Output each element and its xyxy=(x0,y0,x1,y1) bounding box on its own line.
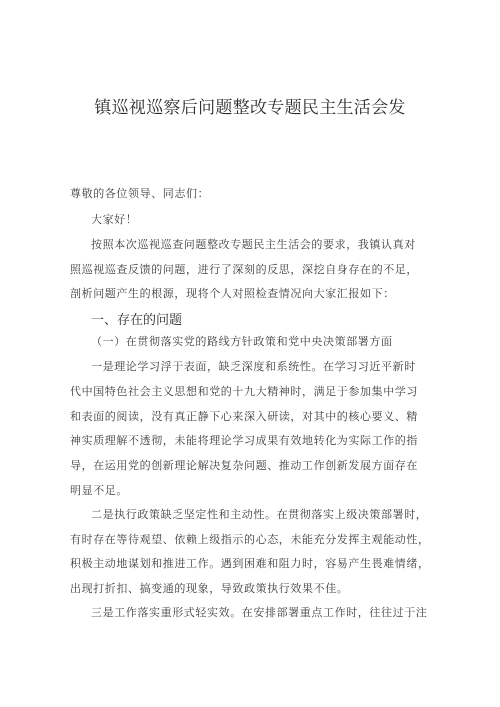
document-title: 镇巡视巡察后问题整改专题民主生活会发 xyxy=(94,98,406,118)
section-heading: 一、存在的问题 xyxy=(91,313,183,328)
paragraph-line: 和表面的阅读，没有真正静下心来深入研读，对其中的核心要义、精 xyxy=(70,410,418,423)
paragraph-line: 三是工作落实重形式轻实效。在安排部署重点工作时，往往过于注 xyxy=(91,606,428,619)
greeting: 大家好！ xyxy=(91,213,138,226)
paragraph-line: 明显不足。 xyxy=(70,484,128,497)
paragraph-line: 出现打折扣、搞变通的现象，导致政策执行效果不佳。 xyxy=(70,582,349,595)
paragraph-line: 积极主动地谋划和推进工作。遇到困难和阻力时，容易产生畏难情绪， xyxy=(70,557,430,570)
intro-line: 按照本次巡视巡查问题整改专题民主生活会的要求，我镇认真对 xyxy=(91,238,416,251)
paragraph-line: 导，在运用党的创新理论解决复杂问题、推动工作创新发展方面存在 xyxy=(70,459,418,472)
intro-line: 照巡视巡查反馈的问题，进行了深刻的反思，深挖自身存在的不足， xyxy=(70,263,418,276)
paragraph-line: 二是执行政策缺乏坚定性和主动性。在贯彻落实上级决策部署时， xyxy=(91,508,428,521)
paragraph-line: 一是理论学习浮于表面，缺乏深度和系统性。在学习习近平新时 xyxy=(91,360,416,373)
paragraph-line: 代中国特色社会主义思想和党的十九大精神时，满足于参加集中学习 xyxy=(70,385,418,398)
salutation: 尊敬的各位领导、同志们： xyxy=(70,187,210,200)
paragraph-line: 神实质理解不透彻，未能将理论学习成果有效地转化为实际工作的指 xyxy=(70,434,418,447)
subsection-heading: （一）在贯彻落实党的路线方针政策和党中央决策部署方面 xyxy=(91,335,393,348)
intro-line: 剖析问题产生的根源，现将个人对照检查情况向大家汇报如下： xyxy=(70,287,395,300)
paragraph-line: 有时存在等待观望、依赖上级指示的心态，未能充分发挥主观能动性， xyxy=(70,533,430,546)
